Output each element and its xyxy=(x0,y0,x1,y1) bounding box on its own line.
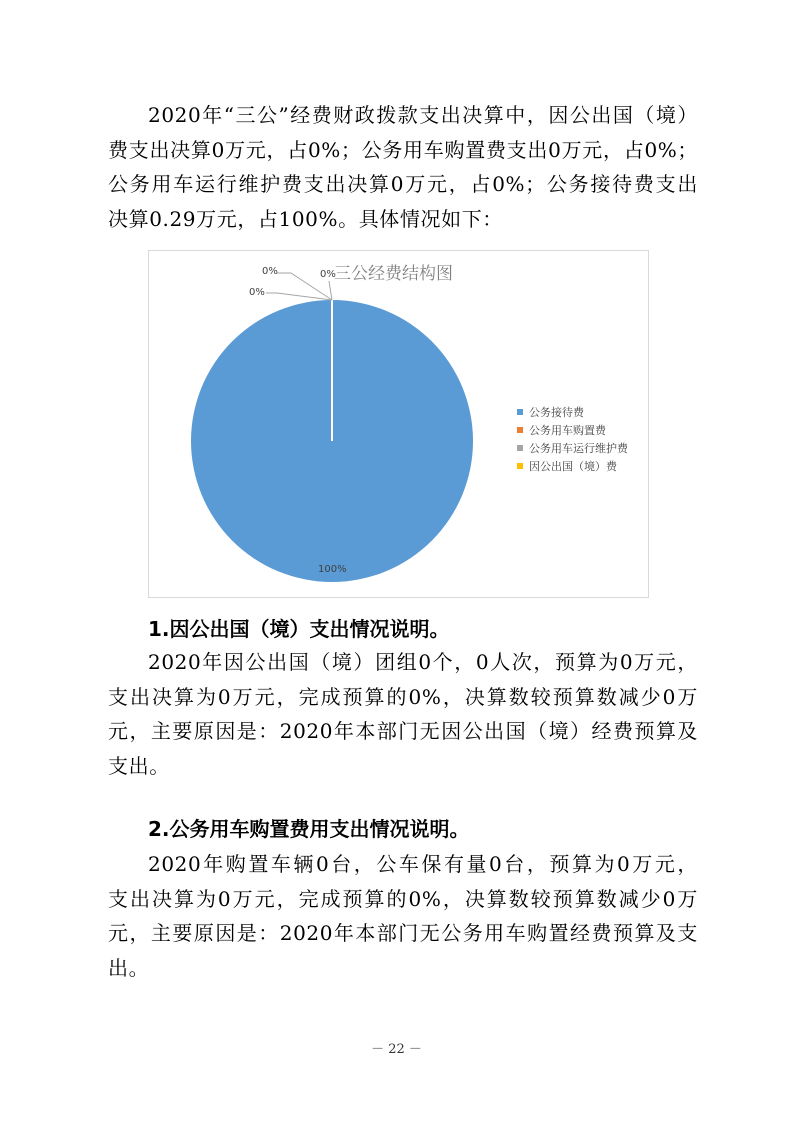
intro-line: 2020年“三公”经费财政拨款支出决算中，因公出国（境） xyxy=(148,103,698,127)
section1-line: 支出。 xyxy=(108,753,170,778)
page-number: － 22 － xyxy=(371,1042,422,1057)
pie-chart xyxy=(148,250,649,598)
section2-line: 出。 xyxy=(108,955,150,980)
chart-legend xyxy=(517,403,628,475)
legend-label: 公务用车购置费 xyxy=(529,424,606,437)
intro-line: 决算0.29万元，占100%。具体情况如下： xyxy=(108,206,503,231)
leader-line xyxy=(329,281,332,300)
legend-label: 因公出国（境）费 xyxy=(529,460,617,473)
legend-item xyxy=(517,439,628,457)
section2-line: 元，主要原因是：2020年本部门无公务用车购置经费预算及支 xyxy=(108,921,698,945)
intro-paragraph xyxy=(108,98,698,236)
section1-line: 2020年因公出国（境）团组0个，0人次，预算为0万元， xyxy=(148,650,698,674)
legend-swatch xyxy=(517,427,523,433)
data-label-overseas: 0% xyxy=(320,269,336,280)
intro-line: 费支出决算0万元，占0%；公务用车购置费支出0万元，占0%； xyxy=(108,137,698,162)
legend-swatch xyxy=(517,463,523,469)
section1-line: 元，主要原因是：2020年本部门无因公出国（境）经费预算及 xyxy=(108,719,698,743)
legend-label: 公务接待费 xyxy=(529,406,584,419)
chart-title: 三公经费结构图 xyxy=(334,264,453,284)
section2-heading: 2.公务用车购置费用支出情况说明。 xyxy=(148,817,470,841)
section1-heading: 1.因公出国（境）支出情况说明。 xyxy=(148,617,450,641)
data-label-vehicle-purchase: 0% xyxy=(262,266,278,277)
data-label-vehicle-operation: 0% xyxy=(249,287,265,298)
data-label-reception: 100% xyxy=(318,564,347,575)
legend-item xyxy=(517,457,628,475)
legend-item xyxy=(517,421,628,439)
section2-paragraph xyxy=(108,847,698,985)
section2-line: 2020年购置车辆0台，公车保有量0台，预算为0万元， xyxy=(148,852,698,876)
section2-line: 支出决算为0万元，完成预算的0%，决算数较预算数减少0万 xyxy=(108,886,698,911)
legend-label: 公务用车运行维护费 xyxy=(529,442,628,455)
legend-swatch xyxy=(517,409,523,415)
intro-line: 公务用车运行维护费支出决算0万元，占0%；公务接待费支出 xyxy=(108,172,698,196)
legend-swatch xyxy=(517,445,523,451)
legend-item xyxy=(517,403,628,421)
section1-line: 支出决算为0万元，完成预算的0%，决算数较预算数减少0万 xyxy=(108,684,698,709)
section1-paragraph xyxy=(108,645,698,783)
